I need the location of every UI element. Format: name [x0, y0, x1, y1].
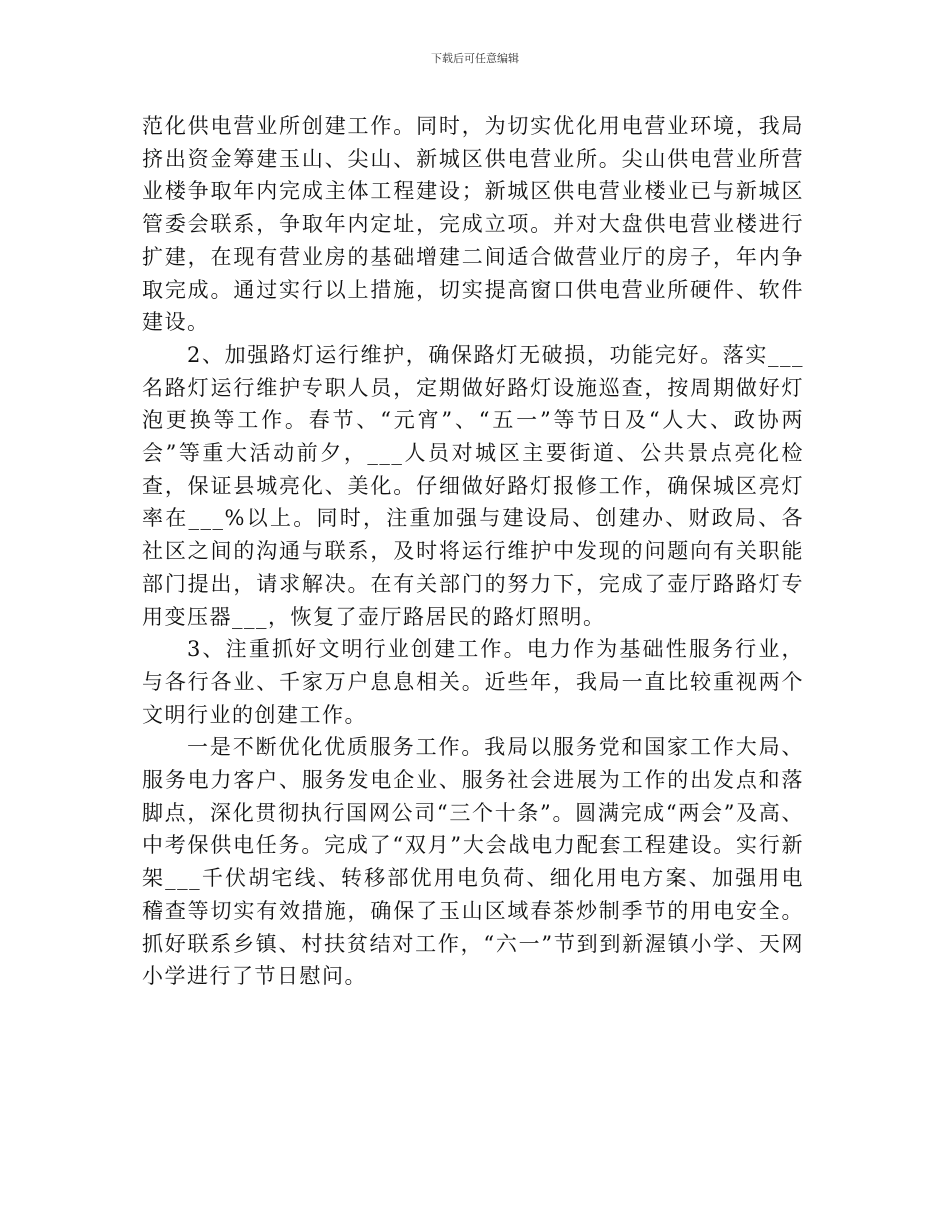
- paragraph-quality-service: 一是不断优化优质服务工作。我局以服务党和国家工作大局、服务电力客户、服务发电企业、服务社会进展为工作的出发点和落脚点，深化贯彻执行国网公司“三个十条”。圆满完成“两会”及高、中考保供电任务。完成了“双月”大会战电力配套工程建设。实行新架___千伏胡宅线、转移部优用电负荷、细化用电方案、加强用电稽查等切实有效措施，确保了玉山区域春茶炒制季节的用电安全。抓好联系乡镇、村扶贫结对工作，“六一”节到到新渥镇小学、天网小学进行了节日慰问。: [142, 735, 804, 989]
- paragraph-service-office: 范化供电营业所创建工作。同时，为切实优化用电营业环境，我局挤出资金筹建玉山、尖山、新城区供电营业所。尖山供电营业所营业楼争取年内完成主体工程建设；新城区供电营业楼业已与新城区管委会联系，争取年内定址，完成立项。并对大盘供电营业楼进行扩建，在现有营业房的基础增建二间适合做营业厅的房子，年内争取完成。通过实行以上措施，切实提高窗口供电营业所硬件、软件建设。: [142, 114, 804, 335]
- document-body: [142, 110, 804, 993]
- paragraph-street-lights: 2、加强路灯运行维护，确保路灯无破损，功能完好。落实___名路灯运行维护专职人员，定期做好路灯设施巡查，按周期做好灯泡更换等工作。春节、“元宵”、“五一”等节日及“人大、政协两会”等重大活动前夕，___人员对城区主要街道、公共景点亮化检查，保证县城亮化、美化。仔细做好路灯报修工作，确保城区亮灯率在___%以上。同时，注重加强与建设局、创建办、财政局、各社区之间的沟通与联系，及时将运行维护中发现的问题向有关职能部门提出，请求解决。在有关部门的努力下，完成了壶厅路路灯专用变压器___，恢复了壶厅路居民的路灯照明。: [142, 342, 804, 629]
- paragraph-civilized-industry: 3、注重抓好文明行业创建工作。电力作为基础性服务行业，与各行各业、千家万户息息相关。近些年，我局一直比较重视两个文明行业的创建工作。: [142, 637, 804, 727]
- page-header-note: 下载后可任意编辑: [431, 52, 519, 65]
